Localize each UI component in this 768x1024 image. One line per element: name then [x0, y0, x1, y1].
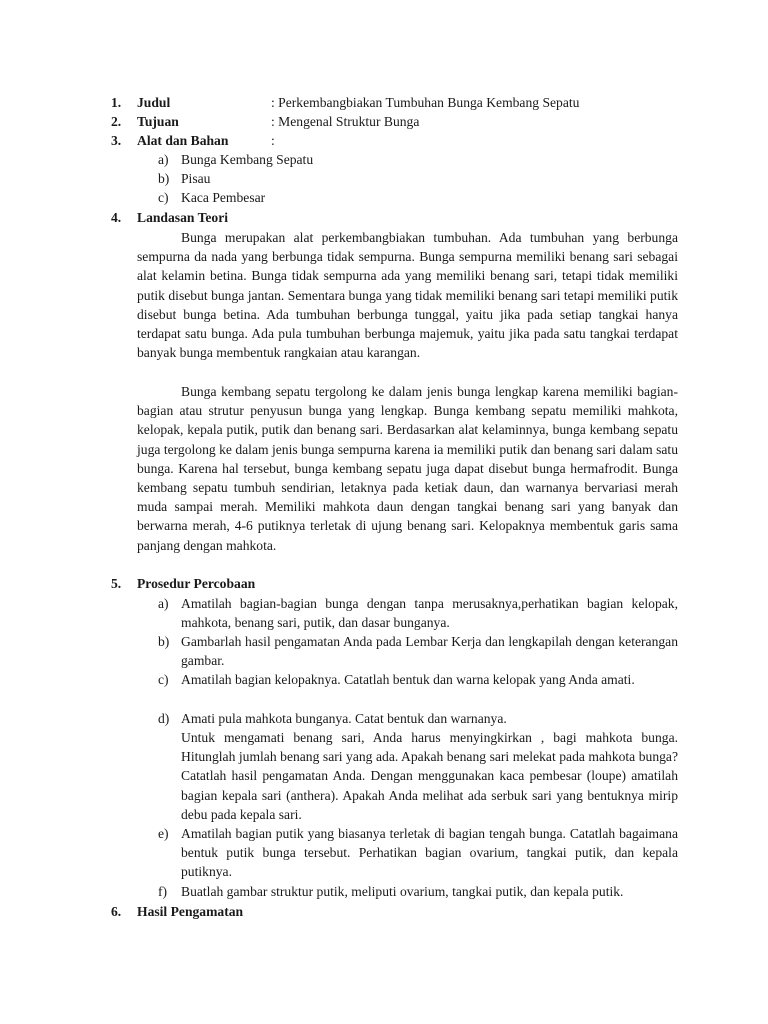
list-label: c) — [158, 190, 169, 205]
procedure-step: Amatilah bagian kelopaknya. Catatlah bentuk dan warna kelopak yang Anda amati. — [181, 672, 635, 687]
list-item: Kaca Pembesar — [181, 190, 266, 205]
section-title-landasan-teori: Landasan Teori — [137, 210, 229, 225]
procedure-step: Amatilah bagian putik yang biasanya terletak di bagian tengah bunga. Catatlah bagaimana bentuk putik bunga tersebut. Perhatikan bagian ovarium, tangkai putik, dan kepala putiknya. — [181, 826, 678, 880]
section-value-tujuan: : Mengenal Struktur Bunga — [271, 114, 420, 129]
procedure-step: Buatlah gambar struktur putik, meliputi ovarium, tangkai putik, dan kepala putik. — [181, 884, 624, 899]
theory-paragraph: Bunga kembang sepatu tergolong ke dalam jenis bunga lengkap karena memiliki bagian-bagian atau strutur penyusun bunga yang lengkap. Bunga kembang sepatu memiliki mahkota, kelopak, kepala putik, putik dan benang sari. Berdasarkan alat kelaminnya, bunga kembang sepatu juga tergolong ke dalam jenis bunga sempurna karena ia memiliki putik dan benang sari dalam satu bunga. Karena hal tersebut, bunga kembang sepatu juga dapat disebut bunga hermafrodit. Bunga kembang sepatu tumbuh sendirian, letaknya pada ketiak daun, dan warnanya bervariasi merah muda sampai merah. Memiliki mahkota daun dengan tangkai benang sari yang banyak dan berwarna merah, 4-6 putiknya terletak di ujung benang sari. Kelopaknya membentuk garis sama panjang dengan mahkota. — [137, 384, 678, 553]
section-number: 3. — [111, 133, 122, 148]
section-value-judul: : Perkembangbiakan Tumbuhan Bunga Kembang Sepatu — [271, 95, 580, 110]
procedure-step: Amati pula mahkota bunganya. Catat bentuk dan warnanya. — [181, 711, 507, 726]
section-title-alat-bahan: Alat dan Bahan — [137, 133, 229, 148]
list-item: Bunga Kembang Sepatu — [181, 152, 314, 167]
section-number: 4. — [111, 210, 122, 225]
list-label: d) — [158, 711, 170, 726]
theory-paragraph: Bunga merupakan alat perkembangbiakan tumbuhan. Ada tumbuhan yang berbunga sempurna da nada yang berbunga tidak sempurna. Bunga sempurna memiliki benang sari sebagai alat kelamin betina. Bunga tidak sempurna ada yang memiliki benang sari, tetapi tidak memiliki putik disebut bunga jantan. Sementara bunga yang tidak memiliki benang sari tetapi memiliki putik disebut bunga betina. Ada tumbuhan berbunga tunggal, yaitu jika pada setiap tangkai hanya terdapat satu bunga. Ada pula tumbuhan berbunga majemuk, yaitu jika pada satu tangkai terdapat banyak bunga membentuk rangkaian atau karangan. — [137, 230, 678, 361]
section-title-hasil: Hasil Pengamatan — [137, 904, 244, 919]
list-item: Pisau — [181, 171, 211, 186]
section-title-tujuan: Tujuan — [137, 114, 179, 129]
list-label: e) — [158, 826, 169, 841]
section-number: 6. — [111, 904, 122, 919]
list-label: a) — [158, 152, 169, 167]
section-number: 2. — [111, 114, 122, 129]
list-label: b) — [158, 171, 170, 186]
procedure-step-continued: Untuk mengamati benang sari, Anda harus menyingkirkan , bagi mahkota bunga. Hitunglah jumlah benang sari yang ada. Apakah benang sari melekat pada mahkota bunga? Catatlah hasil pengamatan Anda. Dengan menggunakan kaca pembesar (loupe) amatilah bagian kepala sari (anthera). Apakah Anda melihat ada serbuk sari yang bentuknya mirip debu pada kepala sari. — [181, 730, 678, 822]
section-value-alat-bahan: : — [271, 133, 275, 148]
section-title-judul: Judul — [137, 95, 171, 110]
procedure-step: Gambarlah hasil pengamatan Anda pada Lembar Kerja dan lengkapilah dengan keterangan gambar. — [181, 634, 678, 669]
section-number: 1. — [111, 95, 122, 110]
list-label: f) — [158, 884, 168, 899]
section-number: 5. — [111, 576, 122, 591]
list-label: a) — [158, 596, 169, 611]
list-label: b) — [158, 634, 170, 649]
list-label: c) — [158, 672, 169, 687]
procedure-step: Amatilah bagian-bagian bunga dengan tanpa merusaknya,perhatikan bagian kelopak, mahkota, benang sari, putik, dan dasar bunganya. — [181, 596, 678, 631]
section-title-prosedur: Prosedur Percobaan — [137, 576, 256, 591]
